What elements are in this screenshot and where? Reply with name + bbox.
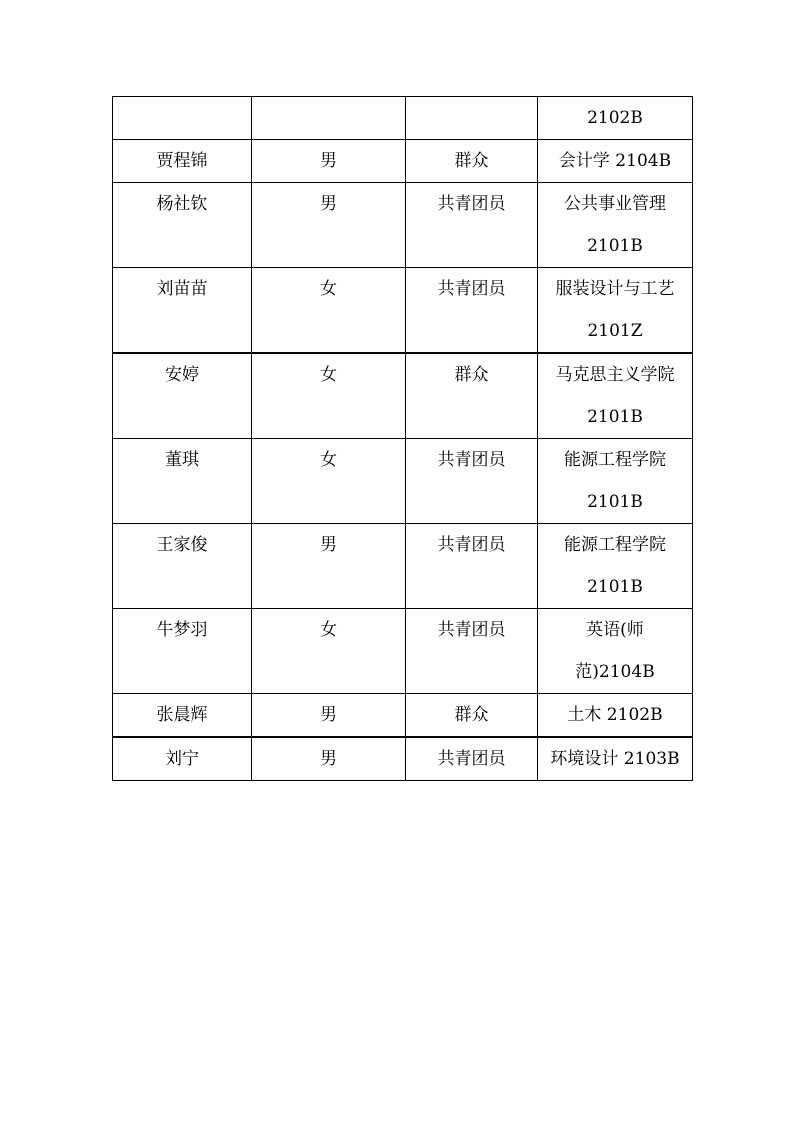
political-status-text: 共青团员 [437,450,506,470]
class-text-line-2: 2101Z [587,321,643,341]
name-cell [113,268,252,354]
name-cell [113,524,252,609]
gender-cell [252,183,406,268]
gender-cell [252,524,406,609]
gender-text: 男 [320,749,337,769]
class-text-line-1: 公共事业管理 [564,194,666,214]
table-row [113,183,693,268]
class-text: 环境设计 2103B [550,749,680,769]
table-row [113,524,693,609]
political-status-cell [406,694,538,738]
class-text-line-2: 范)2104B [575,662,655,682]
name-text: 张晨辉 [156,705,208,725]
political-status-cell [406,737,538,781]
political-status-cell [406,268,538,354]
gender-text: 女 [320,279,337,299]
class-text-line-1: 英语(师 [586,620,644,640]
class-cell [538,524,693,609]
name-text: 杨社钦 [156,194,208,214]
name-text: 王家俊 [156,535,208,555]
gender-text: 男 [320,151,337,171]
class-cell [538,268,693,354]
class-cell [538,353,693,439]
political-status-cell [406,97,538,140]
political-status-cell [406,609,538,694]
name-text: 刘宁 [165,749,199,769]
table-row [113,737,693,781]
class-cell [538,183,693,268]
gender-cell [252,737,406,781]
gender-cell [252,353,406,439]
name-cell [113,97,252,140]
class-text-line-1: 能源工程学院 [564,450,666,470]
table-row [113,609,693,694]
gender-cell [252,140,406,183]
gender-cell [252,609,406,694]
name-cell [113,737,252,781]
table-row [113,268,693,354]
class-text: 2102B [587,108,643,128]
class-text-line-2: 2101B [587,577,643,597]
class-cell [538,694,693,738]
political-status-cell [406,183,538,268]
political-status-cell [406,353,538,439]
political-status-text: 共青团员 [437,749,506,769]
gender-text: 女 [320,450,337,470]
political-status-text: 共青团员 [437,194,506,214]
class-cell [538,609,693,694]
gender-text: 男 [320,705,337,725]
name-text: 董琪 [165,450,199,470]
name-text: 刘苗苗 [156,279,208,299]
name-cell [113,694,252,738]
gender-text: 男 [320,194,337,214]
name-cell [113,439,252,524]
political-status-cell [406,524,538,609]
name-text: 牛梦羽 [156,620,208,640]
table-row [113,353,693,439]
gender-text: 女 [320,620,337,640]
class-text-line-1: 能源工程学院 [564,535,666,555]
class-text-line-2: 2101B [587,236,643,256]
class-text-line-1: 马克思主义学院 [555,365,675,385]
class-text-line-2: 2101B [587,492,643,512]
political-status-cell [406,439,538,524]
class-text-line-1: 服装设计与工艺 [555,279,675,299]
political-status-text: 共青团员 [437,535,506,555]
table-row [113,97,693,140]
table-row [113,439,693,524]
class-text: 会计学 2104B [558,151,672,171]
political-status-text: 群众 [454,151,489,171]
class-cell [538,439,693,524]
gender-text: 女 [320,365,337,385]
class-text-line-2: 2101B [587,407,643,427]
name-text: 安婷 [165,365,199,385]
member-roster-table [112,96,693,781]
political-status-text: 共青团员 [437,279,506,299]
table-row [113,694,693,738]
class-cell [538,140,693,183]
class-cell [538,97,693,140]
gender-cell [252,268,406,354]
name-text: 贾程锦 [156,151,208,171]
gender-cell [252,694,406,738]
name-cell [113,609,252,694]
political-status-text: 群众 [454,705,489,725]
name-cell [113,140,252,183]
gender-cell [252,439,406,524]
table-row [113,140,693,183]
political-status-cell [406,140,538,183]
name-cell [113,353,252,439]
class-cell [538,737,693,781]
name-cell [113,183,252,268]
gender-text: 男 [320,535,337,555]
political-status-text: 群众 [454,365,489,385]
class-text: 土木 2102B [567,705,663,725]
gender-cell [252,97,406,140]
political-status-text: 共青团员 [437,620,506,640]
